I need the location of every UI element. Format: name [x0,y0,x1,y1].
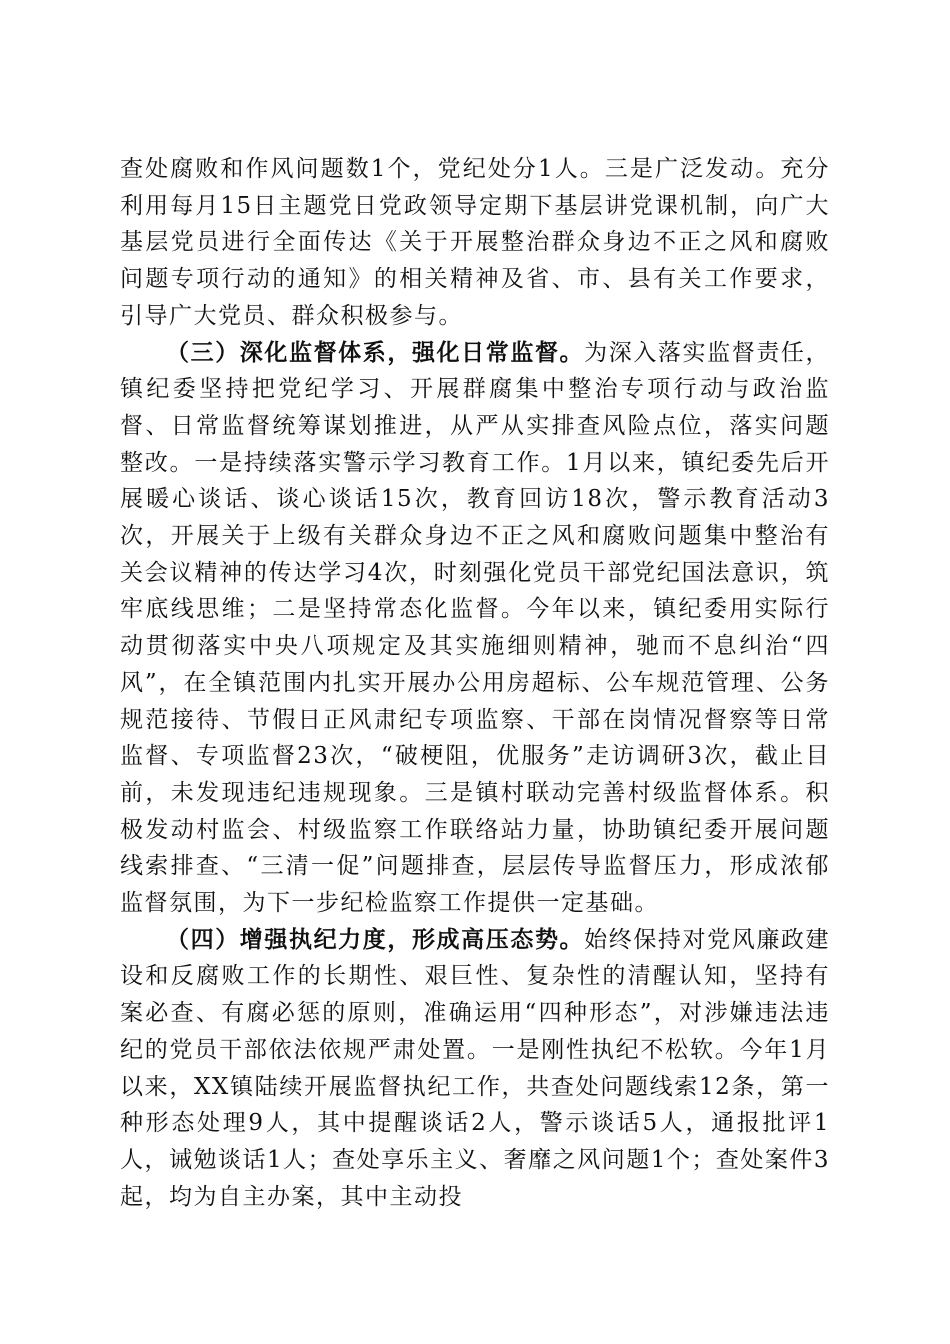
paragraph-2-body: 为深入落实监督责任，镇纪委坚持把党纪学习、开展群腐集中整治专项行动与政治监督、日常监督统筹谋划推进，从严从实排查风险点位，落实问题整改。一是持续落实警示学习教育工作。1月以来，镇纪委先后开展暖心谈话、谈心谈话15次，教育回访18次，警示教育活动3次，开展关于上级有关群众身边不正之风和腐败问题集中整治有关会议精神的传达学习4次，时刻强化党员干部党纪国法意识，筑牢底线思维；二是坚持常态化监督。今年以来，镇纪委用实际行动贯彻落实中央八项规定及其实施细则精神，驰而不息纠治“四风”，在全镇范围内扎实开展办公用房超标、公车规范管理、公务规范接待、节假日正风肃纪专项监察、干部在岗情况督察等日常监督、专项监督23次，“破梗阻，优服务”走访调研3次，截止目前，未发现违纪违规现象。三是镇村联动完善村级监督体系。积极发动村监会、村级监察工作联络站力量，协助镇纪委开展问题线索排查、“三清一促”问题排查，层层传导监督压力，形成浓郁监督氛围，为下一步纪检监察工作提供一定基础。 [120,339,831,917]
section-3-heading: （三）深化监督体系，强化日常监督。 [166,338,585,366]
paragraph-3 [120,922,830,1216]
section-4-heading: （四）增强执纪力度，形成高压态势。 [166,925,585,953]
paragraph-3-body: 始终保持对党风廉政建设和反腐败工作的长期性、艰巨性、复杂性的清醒认知，坚持有案必查、有腐必惩的原则，准确运用“四种形态”，对涉嫌违法违纪的党员干部依法依规严肃处置。一是刚性执纪不松软。今年1月以来，XX镇陆续开展监督执纪工作，共查处问题线索12条，第一种形态处理9人，其中提醒谈话2人，警示谈话5人，通报批评1人，诫勉谈话1人；查处享乐主义、奢靡之风问题1个；查处案件3起，均为自主办案，其中主动投 [120,926,831,1210]
paragraph-2 [120,335,830,922]
paragraph-1 [120,151,830,335]
paragraph-1-body: 查处腐败和作风问题数1个，党纪处分1人。三是广泛发动。充分利用每月15日主题党日党政领导定期下基层讲党课机制，向广大基层党员进行全面传达《关于开展整治群众身边不正之风和腐败问题专项行动的通知》的相关精神及省、市、县有关工作要求，引导广大党员、群众积极参与。 [120,156,830,329]
document-body [120,151,830,1215]
